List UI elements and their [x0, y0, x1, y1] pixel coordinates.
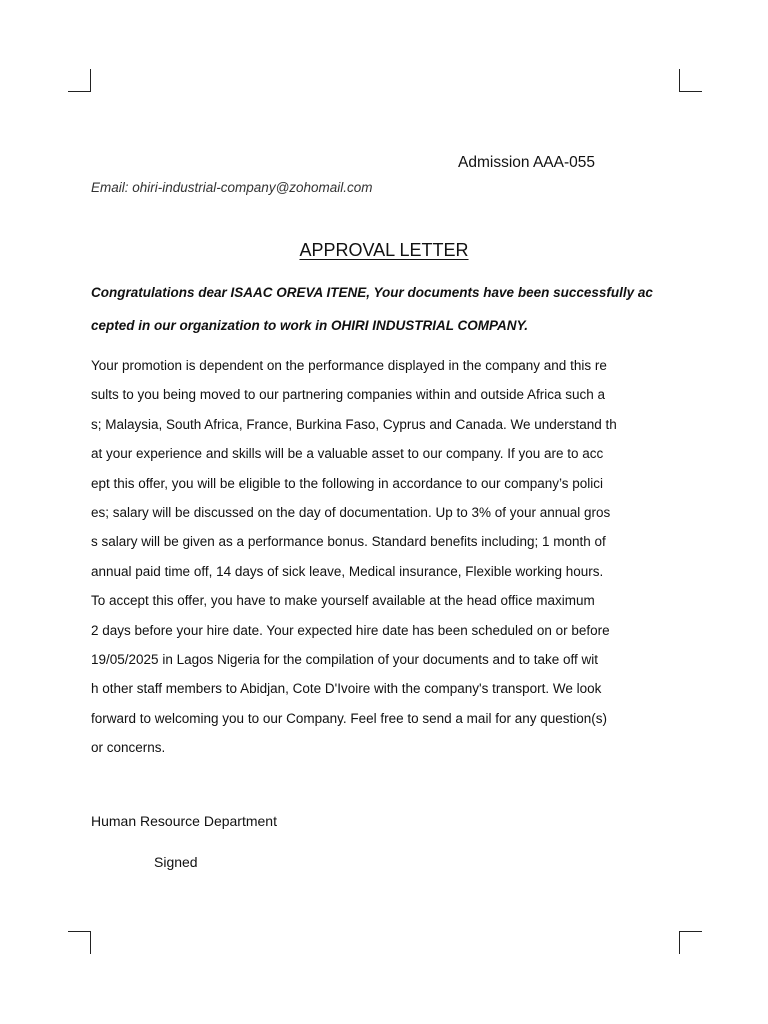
body-line: s; Malaysia, South Africa, France, Burkina Faso, Cyprus and Canada. We understand th: [91, 416, 617, 432]
admission-number: Admission AAA-055: [458, 154, 595, 171]
congratulations-paragraph: [91, 276, 691, 342]
crop-mark-bottom-right: [679, 931, 702, 954]
body-line: h other staff members to Abidjan, Cote D'Ivoire with the company's transport. We look: [91, 681, 602, 697]
crop-mark-bottom-left: [68, 931, 91, 954]
body-line: To accept this offer, you have to make yourself available at the head office maximum: [91, 593, 595, 609]
body-line: or concerns.: [91, 740, 166, 756]
congrats-line: cepted in our organization to work in OHIRI INDUSTRIAL COMPANY.: [91, 318, 529, 333]
body-line: 2 days before your hire date. Your expected hire date has been scheduled on or before: [91, 622, 610, 638]
body-line: forward to welcoming you to our Company. Feel free to send a mail for any question(s): [91, 710, 607, 726]
body-line: 19/05/2025 in Lagos Nigeria for the compilation of your documents and to take off wit: [91, 652, 599, 668]
body-line: s salary will be given as a performance bonus. Standard benefits including; 1 month of: [91, 534, 606, 550]
body-line: annual paid time off, 14 days of sick leave, Medical insurance, Flexible working hours.: [91, 563, 604, 579]
crop-mark-top-right: [679, 69, 702, 92]
body-line: sults to you being moved to our partnering companies within and outside Africa such a: [91, 387, 606, 403]
email-address: Email: ohiri-industrial-company@zohomail.com: [91, 180, 373, 195]
body-line: es; salary will be discussed on the day of documentation. Up to 3% of your annual gros: [91, 505, 611, 521]
body-line: ept this offer, you will be eligible to the following in accordance to our company’s polici: [91, 475, 604, 491]
department-signature: Human Resource Department: [91, 813, 277, 829]
body-line: at your experience and skills will be a valuable asset to our company. If you are to acc: [91, 446, 604, 462]
body-line: Your promotion is dependent on the performance displayed in the company and this re: [91, 358, 607, 373]
crop-mark-top-left: [68, 69, 91, 92]
letter-body: [91, 351, 691, 763]
congrats-line: Congratulations dear ISAAC OREVA ITENE, Your documents have been successfully ac: [91, 285, 653, 300]
signed-label: Signed: [154, 854, 198, 870]
letter-title: APPROVAL LETTER: [299, 240, 469, 260]
